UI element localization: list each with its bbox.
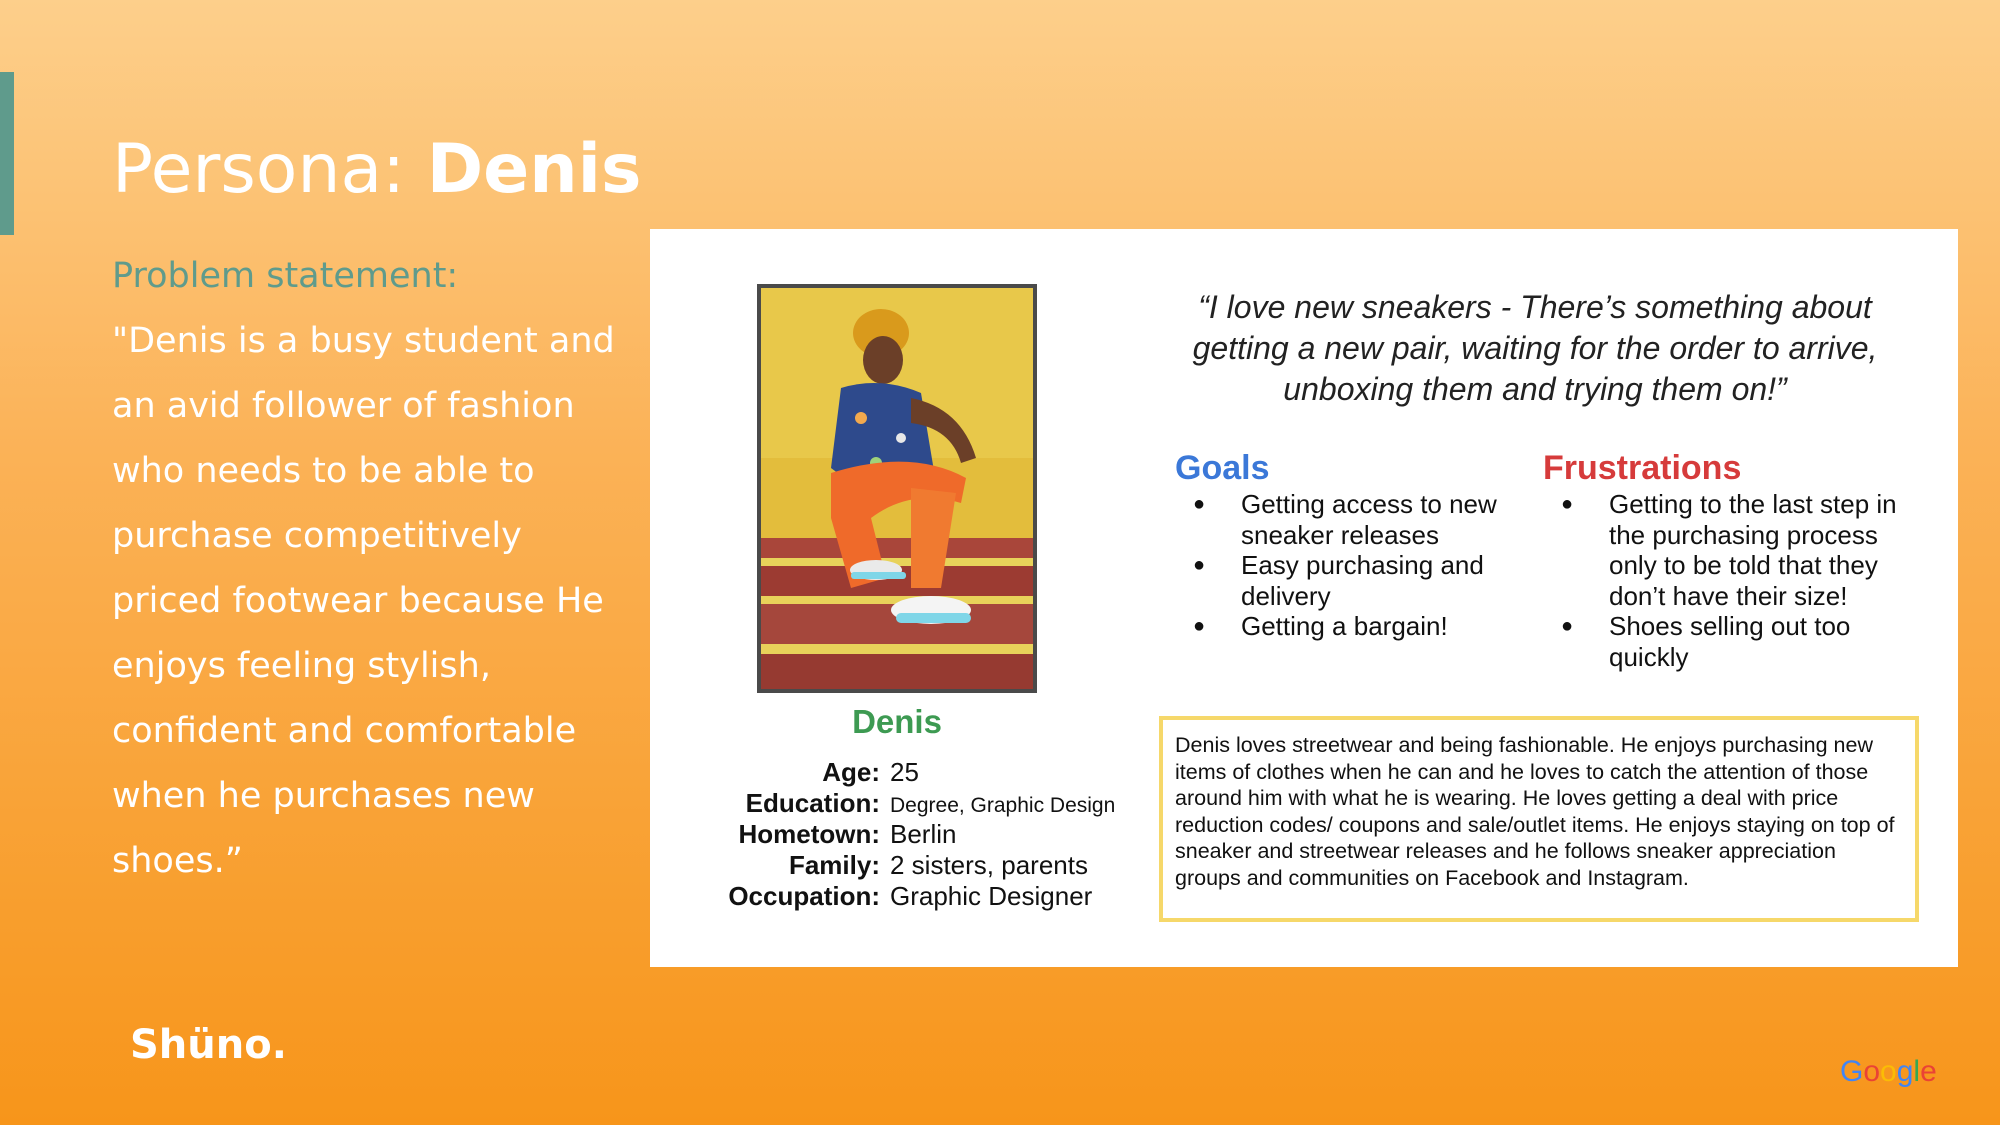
- fact-value: 2 sisters, parents: [890, 850, 1088, 880]
- fact-label: Education:: [745, 788, 880, 818]
- fact-value: Graphic Designer: [890, 881, 1093, 911]
- list-item: [1175, 550, 1515, 611]
- google-letter: G: [1840, 1055, 1864, 1088]
- title-name: Denis: [426, 130, 642, 209]
- frustration-text: Shoes selling out too quickly: [1609, 611, 1851, 672]
- fact-family: [650, 850, 1170, 881]
- frustrations-list: [1543, 489, 1903, 672]
- bullet-icon: ●: [1193, 493, 1206, 515]
- google-letter: o: [1863, 1055, 1881, 1088]
- fact-value: 25: [890, 757, 919, 787]
- title-prefix: Persona:: [112, 130, 427, 209]
- fact-label: Hometown:: [738, 819, 880, 849]
- fact-value: Degree, Graphic Design: [890, 794, 1116, 817]
- google-logo: [1840, 1055, 1937, 1089]
- bullet-icon: ●: [1193, 615, 1206, 637]
- fact-label: Age:: [822, 757, 880, 787]
- accent-bar: [0, 72, 14, 235]
- fact-age: [650, 757, 1170, 788]
- list-item: [1543, 489, 1903, 611]
- list-item: [1175, 489, 1515, 550]
- goal-text: Easy purchasing and delivery: [1241, 550, 1484, 611]
- persona-card: [650, 229, 1958, 967]
- problem-statement: [112, 244, 617, 894]
- fact-education: [650, 788, 1170, 819]
- google-letter: l: [1913, 1055, 1921, 1088]
- fact-label: Occupation:: [728, 881, 880, 911]
- frustration-text: Getting to the last step in the purchasing process only to be told that they don’t have their size!: [1609, 489, 1897, 611]
- google-letter: g: [1896, 1055, 1914, 1088]
- persona-photo-illustration: [761, 288, 1033, 689]
- list-item: [1175, 611, 1515, 642]
- goals-heading: Goals: [1175, 449, 1270, 487]
- problem-label: Problem statement:: [112, 256, 459, 296]
- fact-hometown: [650, 819, 1170, 850]
- bullet-icon: ●: [1561, 493, 1574, 515]
- fact-occupation: [650, 881, 1170, 912]
- goal-text: Getting access to new sneaker releases: [1241, 489, 1497, 550]
- persona-photo: [757, 284, 1037, 693]
- google-letter: e: [1920, 1055, 1937, 1088]
- bullet-icon: ●: [1561, 615, 1574, 637]
- bullet-icon: ●: [1193, 554, 1206, 576]
- google-letter: o: [1880, 1055, 1897, 1088]
- frustrations-heading: Frustrations: [1543, 449, 1742, 487]
- slide-title: [112, 130, 641, 209]
- persona-name: Denis: [852, 703, 942, 740]
- fact-value: Berlin: [890, 819, 957, 849]
- brand-logo: Shüno.: [130, 1022, 287, 1068]
- persona-quote: “I love new sneakers - There’s something about getting a new pair, waiting for the order to arrive, unboxing them and trying them on!”: [1192, 289, 1878, 407]
- goal-text: Getting a bargain!: [1241, 611, 1448, 641]
- list-item: [1543, 611, 1903, 672]
- fact-label: Family:: [788, 850, 880, 880]
- persona-bio: Denis loves streetwear and being fashionable. He enjoys purchasing new items of clothes when he can and he loves to catch the attention of those around him with what he is wearing. He loves getting a deal with price reduction codes/ coupons and sale/outlet items. He enjoys staying on top of sneaker and streetwear releases and he follows sneaker appreciation groups and communities on Facebook and Instagram.: [1159, 716, 1919, 922]
- persona-facts: [650, 757, 1170, 912]
- goals-list: [1175, 489, 1515, 642]
- problem-text: "Denis is a busy student and an avid follower of fashion who needs to be able to purchase competitively priced footwear because He enjoys feeling stylish, confident and comfortable when he purchases new shoes.”: [112, 321, 615, 881]
